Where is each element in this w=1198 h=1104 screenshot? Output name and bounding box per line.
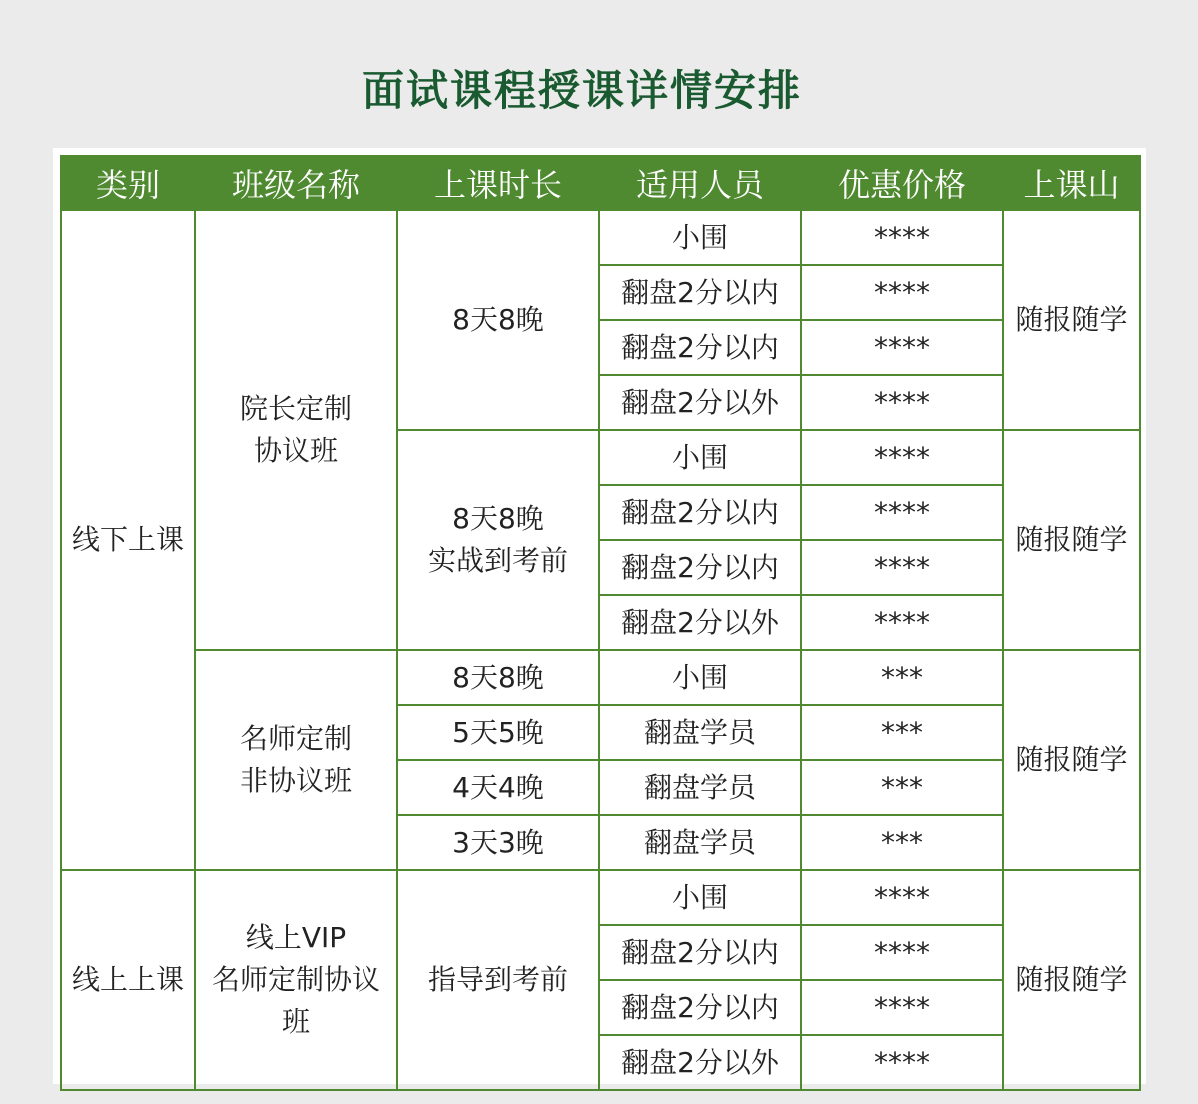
class-name-cell	[195, 650, 397, 870]
class-name-line: 班	[281, 1005, 310, 1038]
people-cell: 翻盘2分以内	[599, 320, 801, 375]
duration-cell: 指导到考前	[397, 870, 599, 1090]
people-cell: 翻盘学员	[599, 760, 801, 815]
table-row	[61, 870, 1140, 925]
header-applicable-people: 适用人员	[599, 156, 801, 210]
header-start: 上课山	[1003, 156, 1140, 210]
price-cell: ****	[801, 430, 1003, 485]
class-name-cell	[195, 870, 397, 1090]
class-name-line: 院长定制	[239, 392, 352, 425]
people-cell: 翻盘2分以内	[599, 485, 801, 540]
price-cell: ***	[801, 705, 1003, 760]
people-cell: 翻盘2分以内	[599, 925, 801, 980]
price-cell: ****	[801, 375, 1003, 430]
header-class-name: 班级名称	[195, 156, 397, 210]
duration-cell: 8天8晚	[397, 650, 599, 705]
price-cell: ****	[801, 540, 1003, 595]
start-cell: 随报随学	[1003, 650, 1140, 870]
header-category: 类别	[61, 156, 195, 210]
price-cell: ****	[801, 1035, 1003, 1090]
class-name-line: 线上VIP	[245, 921, 347, 954]
people-cell: 翻盘2分以内	[599, 265, 801, 320]
people-cell: 翻盘2分以外	[599, 1035, 801, 1090]
header-discount-price: 优惠价格	[801, 156, 1003, 210]
price-cell: ***	[801, 815, 1003, 870]
price-cell: ****	[801, 925, 1003, 980]
duration-cell: 8天8晚	[397, 210, 599, 430]
price-cell: ***	[801, 760, 1003, 815]
people-cell: 翻盘学员	[599, 815, 801, 870]
price-cell: ****	[801, 485, 1003, 540]
people-cell: 翻盘2分以内	[599, 980, 801, 1035]
start-cell: 随报随学	[1003, 870, 1140, 1090]
page-title: 面试课程授课详情安排	[361, 66, 802, 115]
people-cell: 小围	[599, 430, 801, 485]
start-cell: 随报随学	[1003, 430, 1140, 650]
price-cell: ***	[801, 650, 1003, 705]
class-name-line: 名师定制协议	[211, 963, 380, 996]
header-duration: 上课时长	[397, 156, 599, 210]
people-cell: 小围	[599, 650, 801, 705]
price-cell: ****	[801, 870, 1003, 925]
class-name-line: 名师定制	[239, 722, 352, 755]
price-cell: ****	[801, 595, 1003, 650]
header-row	[61, 156, 1140, 210]
category-cell: 线下上课	[61, 210, 195, 870]
duration-cell: 5天5晚	[397, 705, 599, 760]
duration-line: 实战到考前	[427, 544, 568, 577]
duration-cell	[397, 430, 599, 650]
people-cell: 翻盘2分以内	[599, 540, 801, 595]
category-cell: 线上上课	[61, 870, 195, 1090]
people-cell: 小围	[599, 870, 801, 925]
duration-cell: 3天3晚	[397, 815, 599, 870]
duration-line: 8天8晚	[452, 502, 544, 535]
class-name-cell	[195, 210, 397, 650]
table-row	[61, 210, 1140, 265]
class-name-line: 协议班	[253, 434, 338, 467]
price-cell: ****	[801, 265, 1003, 320]
start-cell: 随报随学	[1003, 210, 1140, 430]
class-name-line: 非协议班	[239, 764, 352, 797]
price-cell: ****	[801, 210, 1003, 265]
people-cell: 翻盘2分以外	[599, 375, 801, 430]
duration-cell: 4天4晚	[397, 760, 599, 815]
course-schedule-table	[60, 155, 1141, 1091]
people-cell: 翻盘学员	[599, 705, 801, 760]
table-row	[61, 650, 1140, 705]
price-cell: ****	[801, 320, 1003, 375]
people-cell: 小围	[599, 210, 801, 265]
price-cell: ****	[801, 980, 1003, 1035]
people-cell: 翻盘2分以外	[599, 595, 801, 650]
